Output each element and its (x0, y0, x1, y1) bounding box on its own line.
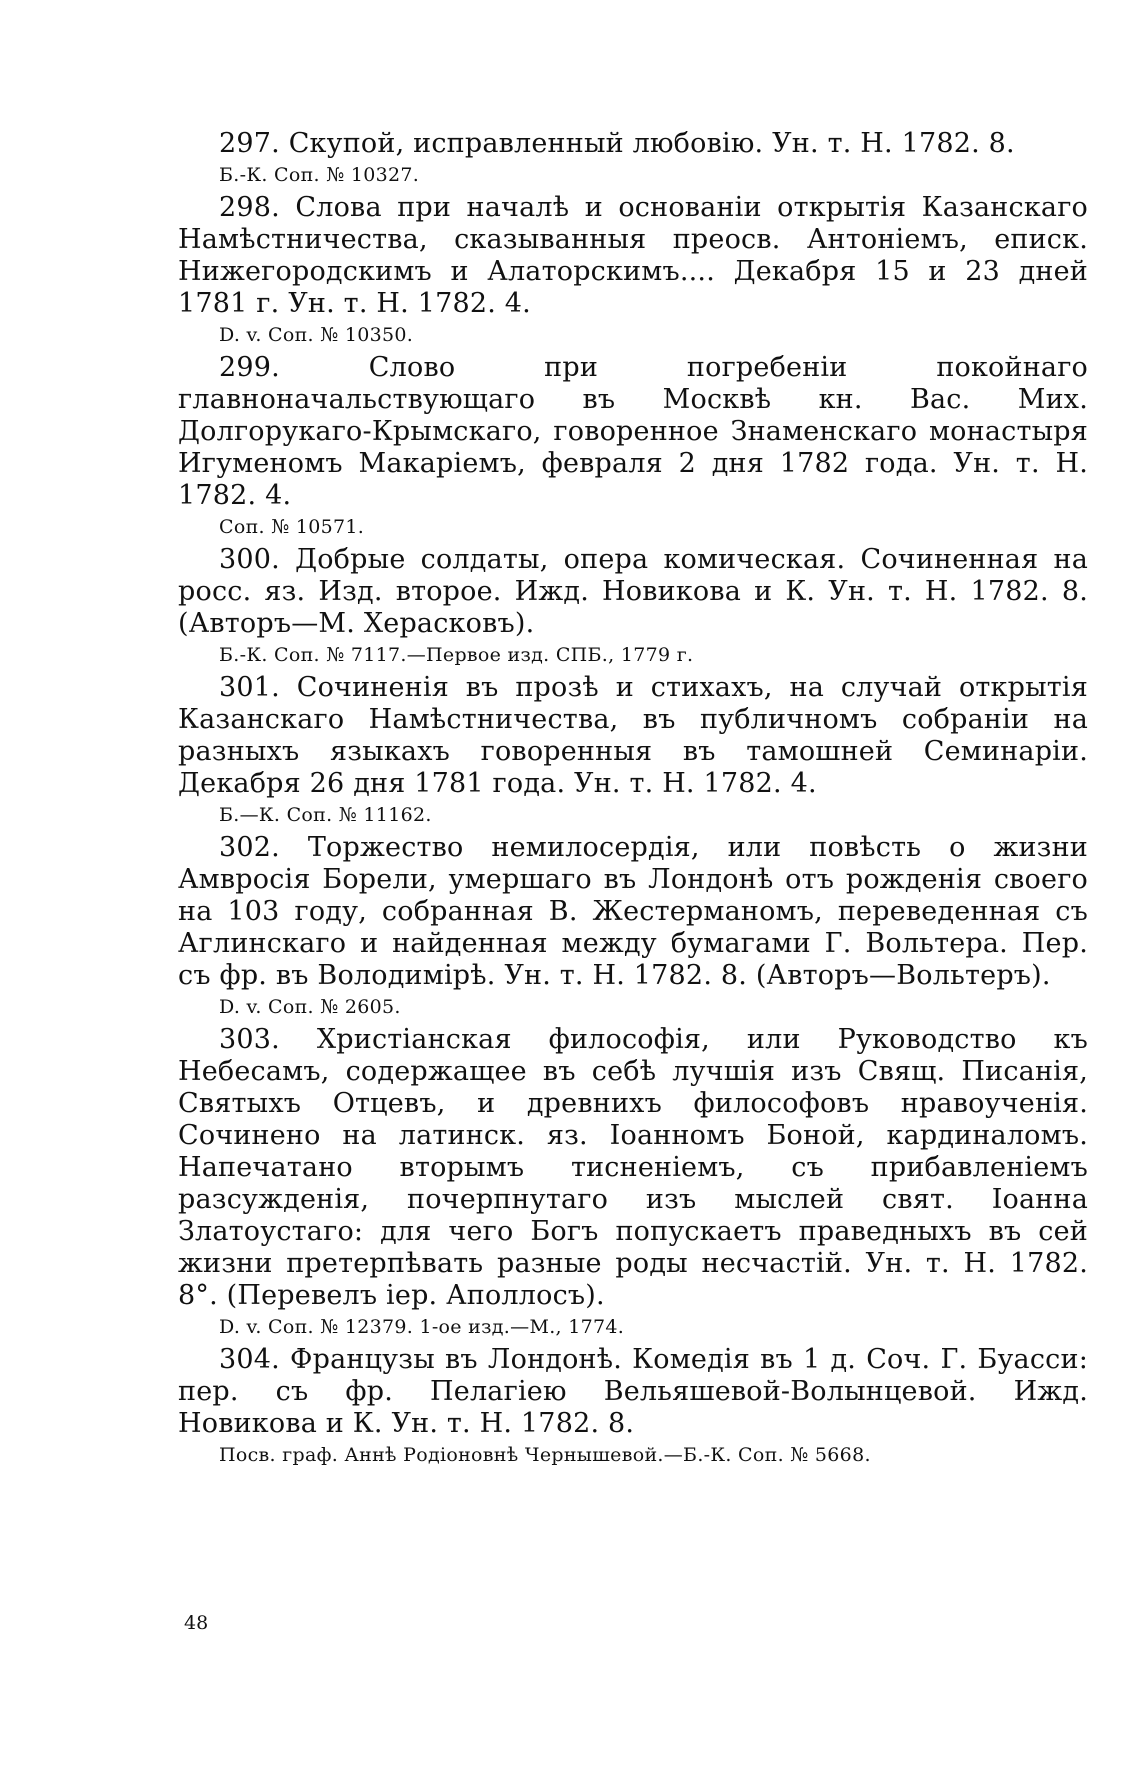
entry-text: 298. Слова при началѣ и основаніи открытія Казанскаго Намѣстничества, сказыванныя преосв. Антоніемъ, еписк. Нижегородскимъ и Алаторскимъ.... Декабря 15 и 23 дней 1781 г. Ун. т. Н. 1782. 4. (178, 192, 1088, 319)
entry-note: Б.—К. Соп. № 11162. (219, 804, 432, 826)
entry-text: 299. Слово при погребеніи покойнаго главноначальствующаго въ Москвѣ кн. Вас. Мих. Долгорукаго-Крымскаго, говоренное Знаменскаго монастыря Игуменомъ Макаріемъ, февраля 2 дня 1782 года. Ун. т. Н. 1782. 4. (178, 352, 1088, 511)
entry-298 (178, 192, 1088, 348)
entry-note: Б.-К. Соп. № 7117.—Первое изд. СПБ., 1779 г. (219, 644, 694, 666)
page-number: 48 (184, 1612, 209, 1634)
entry-text: 303. Христіанская философія, или Руководство къ Небесамъ, содержащее въ себѣ лучшія изъ Свящ. Писанія, Святыхъ Отцевъ, и древнихъ философовъ нравоученія. Сочинено на латинск. яз. Іоанномъ Боной, кардиналомъ. Напечатано вторымъ тисненіемъ, съ прибавленіемъ разсужденія, почерпнутаго изъ мыслей свят. Іоанна Златоустаго: для чего Богъ попускаетъ праведныхъ въ сей жизни претерпѣвать разные роды несчастій. Ун. т. Н. 1782. 8°. (Перевелъ іер. Аполлосъ). (178, 1024, 1088, 1311)
entry-note: D. v. Соп. № 10350. (219, 324, 414, 346)
entry-note: Б.-К. Соп. № 10327. (219, 164, 420, 186)
entry-299 (178, 352, 1088, 540)
entry-text: 297. Скупой, исправленный любовію. Ун. т. Н. 1782. 8. (219, 128, 1015, 159)
document-page (178, 128, 1088, 1472)
entry-text: 301. Сочиненія въ прозѣ и стихахъ, на случай открытія Казанскаго Намѣстничества, въ публичномъ собраніи на разныхъ языкахъ говоренныя въ тамошней Семинаріи. Декабря 26 дня 1781 года. Ун. т. Н. 1782. 4. (178, 672, 1088, 799)
entry-note: Соп. № 10571. (219, 516, 365, 538)
entry-304 (178, 1344, 1088, 1468)
entry-note: D. v. Соп. № 2605. (219, 996, 401, 1018)
entry-note: Посв. граф. Аннѣ Родіоновнѣ Чернышевой.—Б.-К. Соп. № 5668. (219, 1444, 871, 1466)
entry-text: 304. Французы въ Лондонѣ. Комедія въ 1 д. Соч. Г. Буасси: пер. съ фр. Пелагіею Вельяшевой-Волынцевой. Ижд. Новикова и К. Ун. т. Н. 1782. 8. (178, 1344, 1088, 1439)
entry-301 (178, 672, 1088, 828)
entry-297 (178, 128, 1088, 188)
entry-303 (178, 1024, 1088, 1340)
entry-302 (178, 832, 1088, 1020)
entry-note: D. v. Соп. № 12379. 1-ое изд.—М., 1774. (219, 1316, 625, 1338)
entry-text: 302. Торжество немилосердія, или повѣсть о жизни Амвросія Борели, умершаго въ Лондонѣ отъ рожденія своего на 103 году, собранная В. Жестерманомъ, переведенная съ Аглинскаго и найденная между бумагами Г. Вольтера. Пер. съ фр. въ Володимірѣ. Ун. т. Н. 1782. 8. (Авторъ—Вольтеръ). (178, 832, 1088, 991)
entry-text: 300. Добрые солдаты, опера комическая. Сочиненная на росс. яз. Изд. второе. Ижд. Новикова и К. Ун. т. Н. 1782. 8. (Авторъ—М. Херасковъ). (178, 544, 1088, 639)
entry-300 (178, 544, 1088, 668)
